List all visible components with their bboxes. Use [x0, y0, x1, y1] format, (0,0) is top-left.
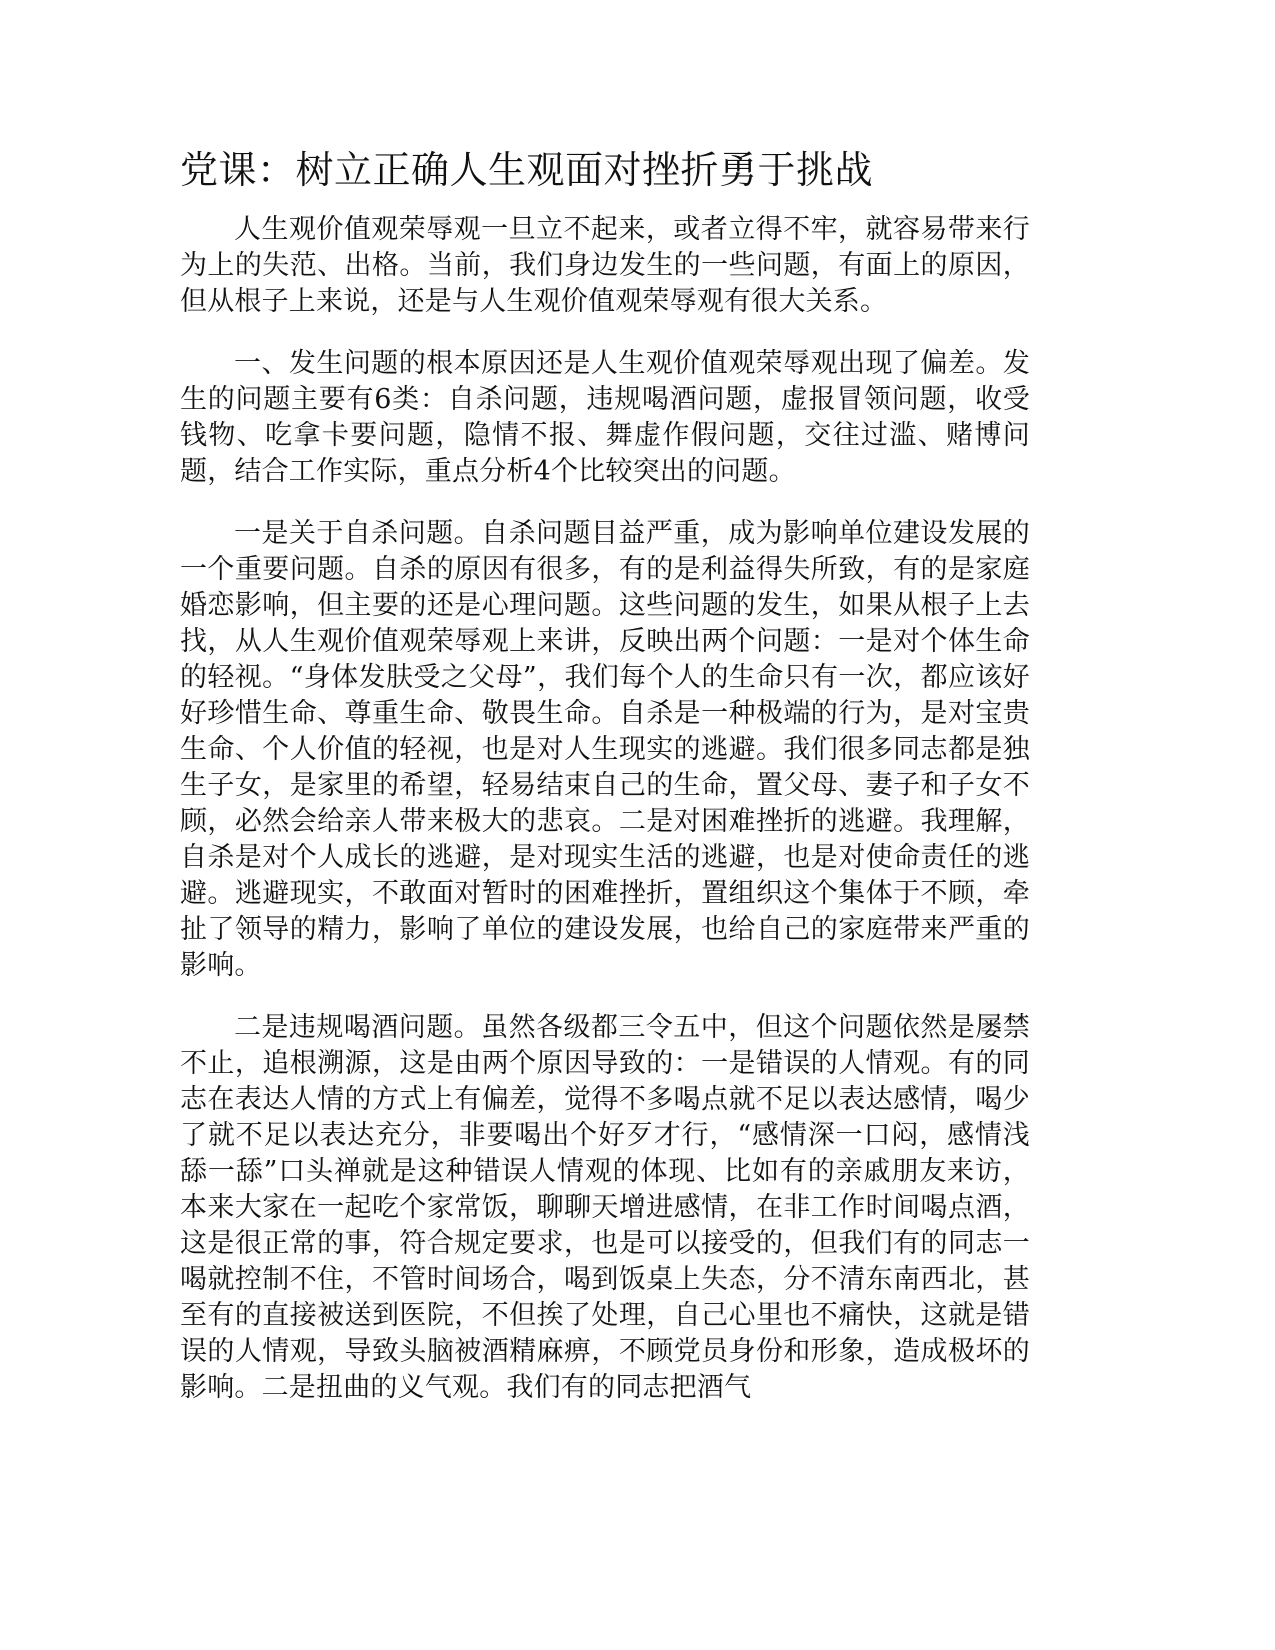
- document-page: [180, 142, 1030, 1406]
- paragraph-drinking-issue: 二是违规喝酒问题。虽然各级都三令五中，但这个问题依然是屡禁不止，追根溯源，这是由两个原因导致的：一是错误的人情观。有的同志在表达人情的方式上有偏差，觉得不多喝点就不足以表达感情，喝少了就不足以表达充分，非要喝出个好歹才行，“感情深一口闷，感情浅舔一舔”口头禅就是这种错误人情观的体现、比如有的亲戚朋友来访，本来大家在一起吃个家常饭，聊聊天增进感情，在非工作时间喝点酒，这是很正常的事，符合规定要求，也是可以接受的，但我们有的同志一喝就控制不住，不管时间场合，喝到饭桌上失态，分不清东南西北，甚至有的直接被送到医院，不但挨了处理，自己心里也不痛快，这就是错误的人情观，导致头脑被酒精麻痹，不顾党员身份和形象，造成极坏的影响。二是扭曲的义气观。我们有的同志把酒气: [180, 1012, 1030, 1403]
- paragraph-suicide-issue: 一是关于自杀问题。自杀问题目益严重，成为影响单位建设发展的一个重要问题。自杀的原因有很多，有的是利益得失所致，有的是家庭婚恋影响，但主要的还是心理问题。这些问题的发生，如果从根子上去找，从人生观价值观荣辱观上来讲，反映出两个问题：一是对个体生命的轻视。“身体发肤受之父母”，我们每个人的生命只有一次，都应该好好珍惜生命、尊重生命、敬畏生命。自杀是一种极端的行为，是对宝贵生命、个人价值的轻视，也是对人生现实的逃避。我们很多同志都是独生子女，是家里的希望，轻易结束自己的生命，置父母、妻子和子女不顾，必然会给亲人带来极大的悲哀。二是对困难挫折的逃避。我理解，自杀是对个人成长的逃避，是对现实生活的逃避，也是对使命责任的逃避。逃避现实，不敢面对暂时的困难挫折，置组织这个集体于不顾，牵扯了领导的精力，影响了单位的建设发展，也给自己的家庭带来严重的影响。: [180, 518, 1030, 981]
- paragraph-intro: 人生观价值观荣辱观一旦立不起来，或者立得不牢，就容易带来行为上的失范、出格。当前，我们身边发生的一些问题，有面上的原因，但从根子上来说，还是与人生观价值观荣辱观有很大关系。: [180, 214, 1030, 317]
- paragraph-section-one: 一、发生问题的根本原因还是人生观价值观荣辱观出现了偏差。发生的问题主要有6类：自杀问题，违规喝酒问题，虚报冒领问题，收受钱物、吃拿卡要问题，隐情不报、舞虚作假问题，交往过滥、赌博问题，结合工作实际，重点分析4个比较突出的问题。: [180, 348, 1030, 487]
- document-title: 党课：树立正确人生观面对挫折勇于挑战: [180, 148, 874, 192]
